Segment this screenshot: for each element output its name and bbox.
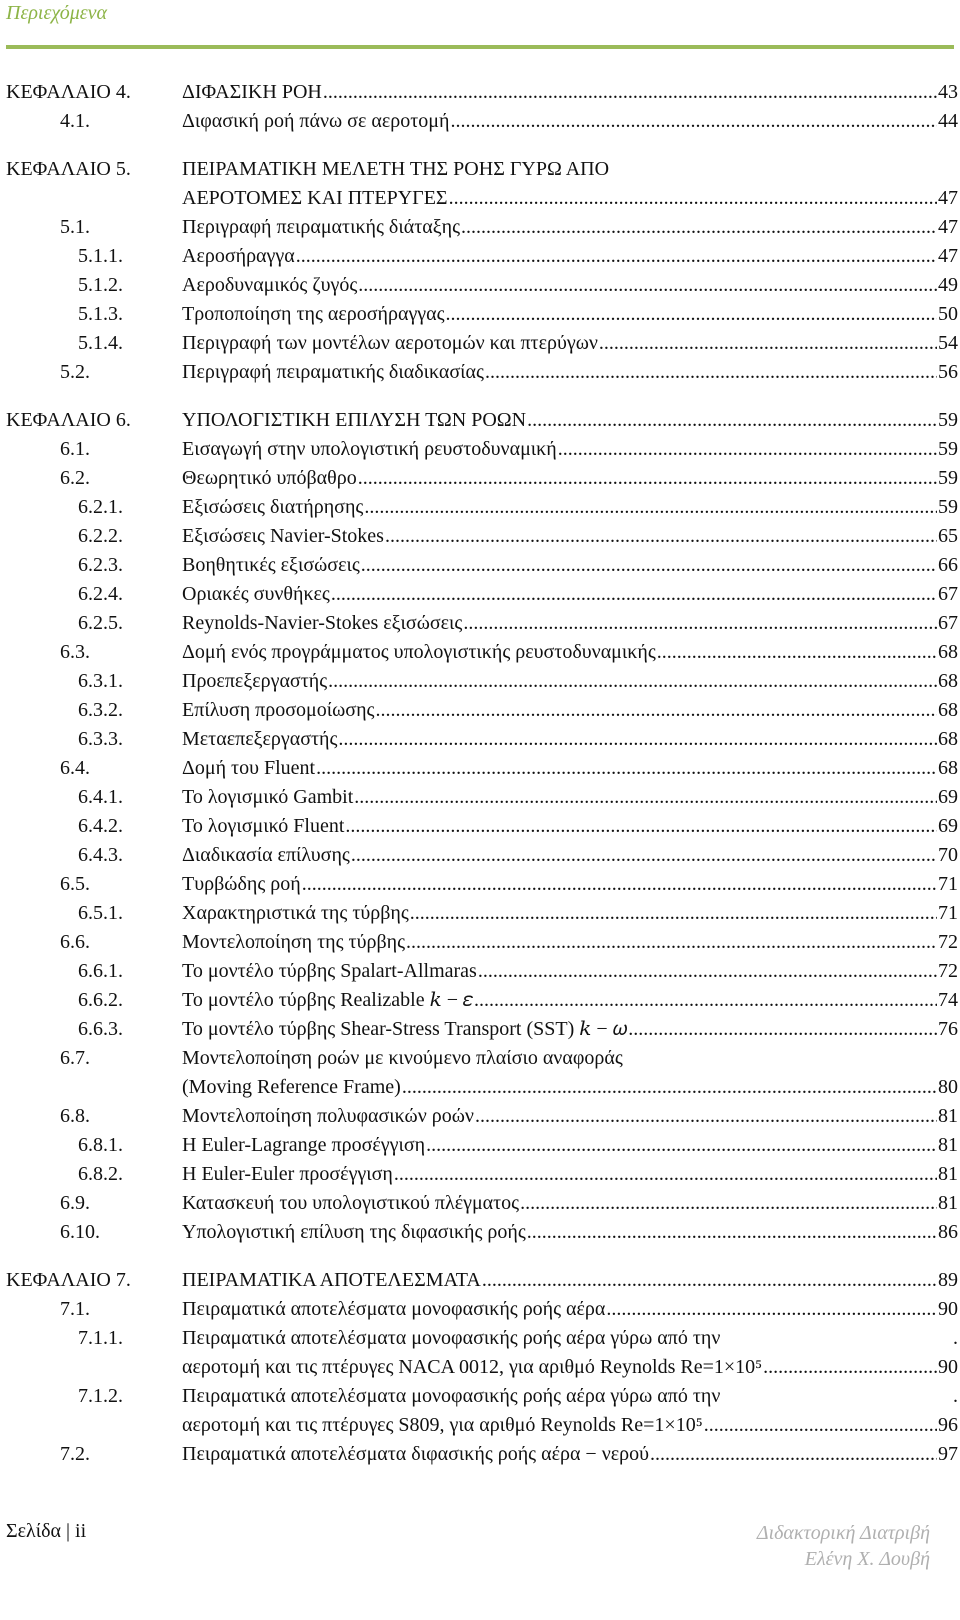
toc-entry-title: ΑΕΡΟΤΟΜΕΣ ΚΑΙ ΠΤΕΡΥΓΕΣ — [182, 184, 449, 213]
toc-entry[interactable] — [6, 213, 958, 242]
toc-entry-page: 81 — [937, 1102, 958, 1131]
toc-entry-line1-tail: . — [952, 1324, 958, 1353]
toc-entry[interactable] — [6, 1102, 958, 1131]
toc-entry-page: 59 — [937, 435, 958, 464]
toc-entry-title: Το μοντέλο τύρβης Shear-Stress Transport (SST) 𝑘 − 𝜔 — [182, 1015, 628, 1044]
header-rule — [6, 45, 954, 49]
toc-entry-page: 74 — [937, 986, 958, 1015]
footer-author: Ελένη Χ. Δουβή — [804, 1548, 930, 1570]
toc-entry[interactable] — [6, 812, 958, 841]
toc-entry-title-line — [182, 551, 958, 580]
toc-entry[interactable] — [6, 464, 958, 493]
toc-entry-title: Εξισώσεις Navier-Stokes — [182, 522, 385, 551]
toc-entry-title: Εξισώσεις διατήρησης — [182, 493, 364, 522]
toc-entry-number: 4.1. — [60, 110, 90, 132]
toc-entry-leader — [182, 783, 937, 812]
toc-entry-leader — [182, 754, 937, 783]
toc-entry-title: Δομή ενός προγράμματος υπολογιστικής ρευστοδυναμικής — [182, 638, 657, 667]
toc-entry-leader — [182, 107, 937, 136]
toc-entry-number: 6.9. — [60, 1192, 90, 1214]
toc-entry-title: H Euler-Euler προσέγγιση — [182, 1160, 394, 1189]
toc-entry-title-line — [182, 184, 958, 213]
toc-entry-leader — [182, 580, 937, 609]
toc-entry[interactable] — [6, 1131, 958, 1160]
toc-entry-leader — [182, 725, 937, 754]
toc-entry-page: 65 — [937, 522, 958, 551]
toc-entry-title-line — [182, 986, 958, 1015]
toc-entry-title: Πειραματικά αποτελέσματα διφασικής ροής αέρα − νερού — [182, 1440, 650, 1469]
toc-entry-leader — [182, 1440, 937, 1469]
toc-entry-page: 72 — [937, 957, 958, 986]
toc-entry-leader — [182, 271, 937, 300]
toc-entry-title: ΠΕΙΡΑΜΑΤΙΚΑ ΑΠΟΤΕΛΕΣΜΑΤΑ — [182, 1266, 482, 1295]
toc-entry-page: 89 — [937, 1266, 958, 1295]
toc-entry-number: 5.2. — [60, 361, 90, 383]
toc-entry-leader — [182, 213, 937, 242]
toc-entry-leader — [182, 464, 937, 493]
toc-entry-title: Κατασκευή του υπολογιστικού πλέγματος — [182, 1189, 520, 1218]
toc-entry[interactable] — [6, 300, 958, 329]
toc-entry-title-line — [182, 957, 958, 986]
toc-entry-number: 7.2. — [60, 1443, 90, 1465]
toc-entry-title: αεροτομή και τις πτέρυγες NACA 0012, για αριθμό Reynolds Re=1×10⁵ — [182, 1353, 763, 1382]
toc-entry[interactable] — [6, 522, 958, 551]
toc-entry-page: 71 — [937, 899, 958, 928]
toc-entry-page: 47 — [937, 242, 958, 271]
toc-entry-number: 6.8.2. — [78, 1163, 123, 1185]
toc-entry[interactable] — [6, 1160, 958, 1189]
toc-entry-title: Περιγραφή πειραματικής διαδικασίας — [182, 358, 485, 387]
toc-entry-page: 68 — [937, 725, 958, 754]
toc-entry-page: 50 — [937, 300, 958, 329]
toc-entry[interactable] — [6, 551, 958, 580]
toc-entry-page: 90 — [937, 1353, 958, 1382]
toc-entry-title-line — [182, 899, 958, 928]
toc-entry-leader — [182, 609, 937, 638]
toc-entry-title-line — [182, 107, 958, 136]
toc-entry[interactable] — [6, 329, 958, 358]
toc-entry-page: 97 — [937, 1440, 958, 1469]
toc-entry-title-line — [182, 1218, 958, 1247]
toc-entry-leader — [182, 870, 937, 899]
toc-entry[interactable] — [6, 638, 958, 667]
toc-entry[interactable] — [6, 358, 958, 387]
toc-entry-number: 6.8.1. — [78, 1134, 123, 1156]
toc-entry-title-line — [182, 329, 958, 358]
toc-entry-leader — [182, 928, 937, 957]
toc-entry-title-line — [182, 638, 958, 667]
toc-entry-title: ΥΠΟΛΟΓΙΣΤΙΚΗ ΕΠΙΛΥΣΗ ΤΩΝ ΡΟΩΝ — [182, 406, 527, 435]
toc-entry-title: Μοντελοποίηση της τύρβης — [182, 928, 406, 957]
footer-doc-type: Διδακτορική Διατριβή — [756, 1522, 930, 1544]
header-title: Περιεχόμενα — [6, 2, 108, 24]
toc-entry[interactable] — [6, 696, 958, 725]
toc-entry-number: 6.8. — [60, 1105, 90, 1127]
toc-entry-title-line — [182, 242, 958, 271]
toc-entry-title: Το λογισμικό Gambit — [182, 783, 354, 812]
toc-entry[interactable] — [6, 78, 958, 107]
toc-entry-title-line — [182, 271, 958, 300]
toc-entry[interactable] — [6, 928, 958, 957]
toc-entry-title-line1 — [182, 1044, 958, 1073]
toc-entry-title-line — [182, 78, 958, 107]
toc-entry-title: Χαρακτηριστικά της τύρβης — [182, 899, 410, 928]
toc-entry[interactable] — [6, 1266, 958, 1295]
toc-entry-number: 6.4.3. — [78, 844, 123, 866]
toc-entry-number: 6.3. — [60, 641, 90, 663]
toc-entry-page: 67 — [937, 609, 958, 638]
toc-entry-leader — [182, 1266, 937, 1295]
toc-entry-title: Θεωρητικό υπόβαθρο — [182, 464, 358, 493]
toc-entry-title-line — [182, 812, 958, 841]
toc-entry-number: 5.1.4. — [78, 332, 123, 354]
toc-entry-title: Διφασική ροή πάνω σε αεροτομή — [182, 107, 450, 136]
toc-entry-number: 6.3.3. — [78, 728, 123, 750]
toc-entry[interactable] — [6, 957, 958, 986]
toc-entry[interactable] — [6, 155, 958, 213]
toc-entry-line1-tail: . — [952, 1382, 958, 1411]
toc-entry-title-line1-text: Πειραματικά αποτελέσματα μονοφασικής ροής αέρα γύρω από την — [182, 1327, 721, 1349]
toc-entry-leader — [182, 1160, 937, 1189]
toc-entry-title: Το μοντέλο τύρβης Spalart-Allmaras — [182, 957, 478, 986]
toc-entry-number: 5.1.2. — [78, 274, 123, 296]
toc-entry-title-line1-text: ΠΕΙΡΑΜΑΤΙΚΗ ΜΕΛΕΤΗ ΤΗΣ ΡΟΗΣ ΓΥΡΩ ΑΠΟ — [182, 158, 610, 180]
toc-entry-title-line1 — [182, 155, 958, 184]
toc-entry-page: 96 — [937, 1411, 958, 1440]
toc-entry-page: 67 — [937, 580, 958, 609]
toc-entry-title: Περιγραφή πειραματικής διάταξης — [182, 213, 461, 242]
toc-entry-title-line — [182, 1015, 958, 1044]
toc-entry-page: 59 — [937, 464, 958, 493]
toc-entry-number: 6.7. — [60, 1047, 90, 1069]
toc-entry-number: 5.1.1. — [78, 245, 123, 267]
toc-entry-number: ΚΕΦΑΛΑΙΟ 4. — [6, 81, 131, 103]
toc-entry-page: 69 — [937, 783, 958, 812]
toc-entry-title: Επίλυση προσομοίωσης — [182, 696, 375, 725]
toc-entry-title: Περιγραφή των μοντέλων αεροτομών και πτερύγων — [182, 329, 599, 358]
toc-entry-title: Reynolds-Navier-Stokes εξισώσεις — [182, 609, 463, 638]
toc-entry-leader — [182, 1189, 937, 1218]
toc-entry-title-line — [182, 1295, 958, 1324]
toc-entry-title-line — [182, 783, 958, 812]
toc-entry-page: 66 — [937, 551, 958, 580]
toc-entry-leader — [182, 242, 937, 271]
toc-entry-title-line — [182, 841, 958, 870]
toc-entry-number: ΚΕΦΑΛΑΙΟ 5. — [6, 158, 131, 180]
toc-entry-title: Το μοντέλο τύρβης Realizable 𝑘 − 𝜀 — [182, 986, 474, 1015]
toc-entry-title: Αεροδυναμικός ζυγός — [182, 271, 358, 300]
toc-entry-title-line — [182, 1440, 958, 1469]
toc-entry-leader — [182, 329, 937, 358]
toc-entry-number: 6.2.3. — [78, 554, 123, 576]
toc-entry-title-line — [182, 213, 958, 242]
toc-entry[interactable] — [6, 725, 958, 754]
toc-entry-number: 6.4.1. — [78, 786, 123, 808]
toc-entry-title: Εισαγωγή στην υπολογιστική ρευστοδυναμική — [182, 435, 558, 464]
toc-entry-leader — [182, 667, 937, 696]
toc-entry-leader — [182, 493, 937, 522]
toc-entry[interactable] — [6, 1189, 958, 1218]
toc-entry-title-line1 — [182, 1382, 958, 1411]
toc-entry[interactable] — [6, 435, 958, 464]
toc-entry-title-line — [182, 667, 958, 696]
toc-entry[interactable] — [6, 242, 958, 271]
toc-entry[interactable] — [6, 493, 958, 522]
toc-entry-title-line — [182, 1102, 958, 1131]
toc-entry-number: 6.4. — [60, 757, 90, 779]
toc-entry-leader — [182, 1218, 937, 1247]
toc-entry-number: 6.5.1. — [78, 902, 123, 924]
toc-entry-title: Αεροσήραγγα — [182, 242, 296, 271]
toc-entry-title-line — [182, 522, 958, 551]
toc-entry-number: 6.5. — [60, 873, 90, 895]
toc-entry-leader — [182, 1102, 937, 1131]
toc-entry-title-line — [182, 1073, 958, 1102]
toc-entry-title: Υπολογιστική επίλυση της διφασικής ροής — [182, 1218, 527, 1247]
toc-entry-title: Μοντελοποίηση πολυφασικών ροών — [182, 1102, 475, 1131]
toc-entry-title-line — [182, 358, 958, 387]
toc-entry-title-line — [182, 754, 958, 783]
toc-entry-page: 81 — [937, 1160, 958, 1189]
footer-signature — [757, 1520, 930, 1572]
toc-entry-leader — [182, 1353, 937, 1382]
toc-entry-title-line1-text: Μοντελοποίηση ροών με κινούμενο πλαίσιο αναφοράς — [182, 1047, 623, 1069]
toc-entry-number: 6.3.1. — [78, 670, 123, 692]
toc-entry-page: 69 — [937, 812, 958, 841]
toc-entry-title-line — [182, 609, 958, 638]
toc-entry-number: 7.1.1. — [78, 1327, 123, 1349]
toc-entry-page: 44 — [937, 107, 958, 136]
toc-entry-title: Μεταεπεξεργαστής — [182, 725, 338, 754]
toc-entry-number: 6.6.3. — [78, 1018, 123, 1040]
toc-entry-page: 70 — [937, 841, 958, 870]
toc-entry-number: 6.2.2. — [78, 525, 123, 547]
toc-entry-title-line — [182, 1131, 958, 1160]
toc-entry-leader — [182, 841, 937, 870]
toc-entry-leader — [182, 300, 937, 329]
toc-entry-leader — [182, 78, 937, 107]
toc-entry-number: 6.10. — [60, 1221, 100, 1243]
toc-entry-title: Βοηθητικές εξισώσεις — [182, 551, 361, 580]
toc-entry-title: Το λογισμικό Fluent — [182, 812, 345, 841]
toc-entry-page: 80 — [937, 1073, 958, 1102]
toc-entry-title-line — [182, 493, 958, 522]
toc-entry-title-line — [182, 928, 958, 957]
toc-entry-page: 90 — [937, 1295, 958, 1324]
toc-entry[interactable] — [6, 1015, 958, 1044]
toc-entry-title: Διαδικασία επίλυσης — [182, 841, 351, 870]
toc-entry-page: 68 — [937, 754, 958, 783]
toc-entry-leader — [182, 957, 937, 986]
toc-entry-number: 7.1.2. — [78, 1385, 123, 1407]
toc-entry-title-line — [182, 1266, 958, 1295]
toc-entry[interactable] — [6, 783, 958, 812]
toc-entry-title-line — [182, 1160, 958, 1189]
toc-entry-leader — [182, 522, 937, 551]
toc-entry-leader — [182, 1073, 937, 1102]
toc-entry[interactable] — [6, 841, 958, 870]
toc-entry-page: 47 — [937, 213, 958, 242]
toc-entry-leader — [182, 1411, 937, 1440]
toc-entry-title-line — [182, 1411, 958, 1440]
toc-entry-title-line — [182, 1353, 958, 1382]
toc-entry-leader — [182, 696, 937, 725]
toc-entry-number: 5.1. — [60, 216, 90, 238]
toc-entry-number: 6.2.5. — [78, 612, 123, 634]
toc-entry-leader — [182, 638, 937, 667]
toc-entry[interactable] — [6, 754, 958, 783]
toc-entry-title-line — [182, 870, 958, 899]
toc-entry-page: 68 — [937, 638, 958, 667]
toc-entry[interactable] — [6, 107, 958, 136]
toc-entry[interactable] — [6, 271, 958, 300]
toc-entry-page: 54 — [937, 329, 958, 358]
toc-entry[interactable] — [6, 1295, 958, 1324]
table-of-contents — [6, 78, 958, 1469]
toc-entry[interactable] — [6, 667, 958, 696]
toc-entry-leader — [182, 1015, 937, 1044]
toc-entry-leader — [182, 406, 937, 435]
toc-entry-title: Τροποποίηση της αεροσήραγγας — [182, 300, 446, 329]
toc-entry-title: Προεπεξεργαστής — [182, 667, 328, 696]
toc-entry-page: 86 — [937, 1218, 958, 1247]
toc-entry-number: ΚΕΦΑΛΑΙΟ 7. — [6, 1269, 131, 1291]
toc-entry[interactable] — [6, 580, 958, 609]
toc-entry-title: H Euler-Lagrange προσέγγιση — [182, 1131, 426, 1160]
toc-entry[interactable] — [6, 1324, 958, 1382]
toc-entry-title: αεροτομή και τις πτέρυγες S809, για αριθμό Reynolds Re=1×10⁵ — [182, 1411, 704, 1440]
toc-entry-title-line — [182, 435, 958, 464]
toc-entry-number: 7.1. — [60, 1298, 90, 1320]
toc-entry-page: 68 — [937, 667, 958, 696]
toc-entry-number: 6.2.1. — [78, 496, 123, 518]
toc-entry-title-line — [182, 464, 958, 493]
toc-entry-title: Δομή του Fluent — [182, 754, 316, 783]
toc-entry[interactable] — [6, 1382, 958, 1440]
toc-entry-page: 76 — [937, 1015, 958, 1044]
toc-entry-number: ΚΕΦΑΛΑΙΟ 6. — [6, 409, 131, 431]
toc-entry-number: 6.3.2. — [78, 699, 123, 721]
toc-entry-number: 6.6.2. — [78, 989, 123, 1011]
toc-entry-title-line — [182, 725, 958, 754]
toc-entry[interactable] — [6, 406, 958, 435]
toc-entry-leader — [182, 1131, 937, 1160]
toc-entry-page: 47 — [937, 184, 958, 213]
toc-entry-title-line1 — [182, 1324, 958, 1353]
toc-entry-number: 5.1.3. — [78, 303, 123, 325]
toc-entry-page: 81 — [937, 1131, 958, 1160]
toc-entry-page: 72 — [937, 928, 958, 957]
toc-entry-title: Τυρβώδης ροή — [182, 870, 302, 899]
toc-entry-leader — [182, 358, 937, 387]
toc-entry-title: ΔΙΦΑΣΙΚΗ ΡΟΗ — [182, 78, 323, 107]
toc-entry-leader — [182, 986, 937, 1015]
toc-entry[interactable] — [6, 1440, 958, 1469]
toc-entry-leader — [182, 435, 937, 464]
toc-entry-title-line — [182, 696, 958, 725]
toc-entry-page: 81 — [937, 1189, 958, 1218]
toc-entry-title: Οριακές συνθήκες — [182, 580, 331, 609]
toc-entry[interactable] — [6, 986, 958, 1015]
footer-page-number: Σελίδα | ii — [6, 1520, 87, 1542]
toc-entry[interactable] — [6, 1218, 958, 1247]
toc-entry-title-line — [182, 300, 958, 329]
toc-entry-leader — [182, 184, 937, 213]
toc-entry-title-line — [182, 406, 958, 435]
toc-entry[interactable] — [6, 1044, 958, 1102]
toc-entry[interactable] — [6, 899, 958, 928]
toc-entry[interactable] — [6, 870, 958, 899]
toc-entry-leader — [182, 899, 937, 928]
toc-entry-number: 6.4.2. — [78, 815, 123, 837]
toc-entry-number: 6.6. — [60, 931, 90, 953]
toc-entry-number: 6.2. — [60, 467, 90, 489]
toc-entry-page: 59 — [937, 493, 958, 522]
toc-entry-leader — [182, 1295, 937, 1324]
toc-entry-number: 6.2.4. — [78, 583, 123, 605]
toc-entry-title: Πειραματικά αποτελέσματα μονοφασικής ροής αέρα — [182, 1295, 606, 1324]
toc-entry-page: 68 — [937, 696, 958, 725]
toc-entry-title-line — [182, 1189, 958, 1218]
toc-entry-title-line1-text: Πειραματικά αποτελέσματα μονοφασικής ροής αέρα γύρω από την — [182, 1385, 721, 1407]
toc-entry-page: 43 — [937, 78, 958, 107]
toc-entry-number: 6.6.1. — [78, 960, 123, 982]
toc-entry[interactable] — [6, 609, 958, 638]
toc-entry-leader — [182, 812, 937, 841]
toc-entry-page: 56 — [937, 358, 958, 387]
toc-entry-number: 6.1. — [60, 438, 90, 460]
toc-entry-page: 71 — [937, 870, 958, 899]
toc-entry-title: (Moving Reference Frame) — [182, 1073, 402, 1102]
toc-entry-page: 59 — [937, 406, 958, 435]
toc-entry-page: 49 — [937, 271, 958, 300]
toc-entry-title-line — [182, 580, 958, 609]
toc-entry-leader — [182, 551, 937, 580]
